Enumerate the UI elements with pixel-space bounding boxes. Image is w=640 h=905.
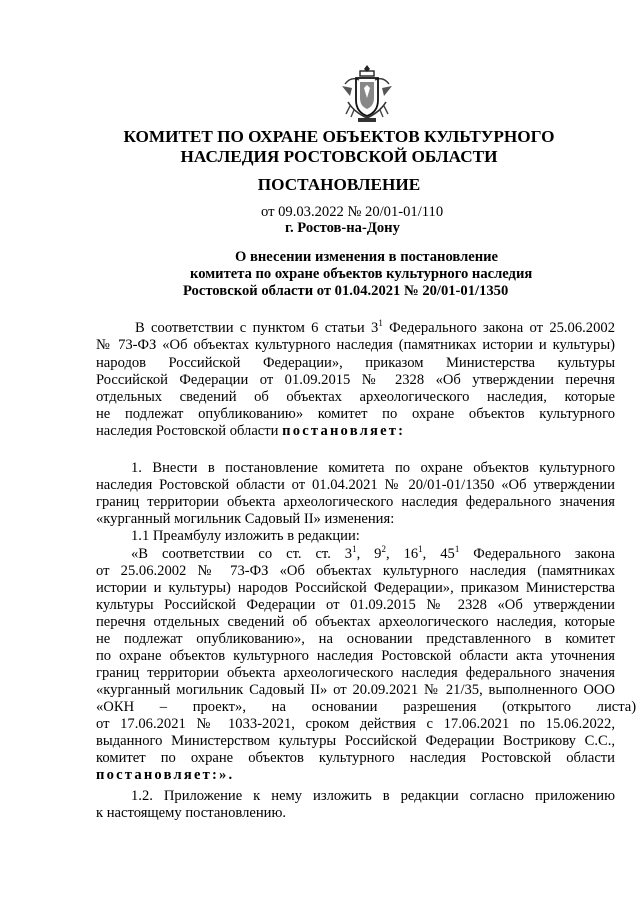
subject-line3: Ростовской области от 01.04.2021 № 20/01-01/1350: [183, 283, 509, 299]
item12-line1: 1.2. Приложение к нему изложить в редакции согласно приложению: [131, 788, 615, 804]
doc-date-number: от 09.03.2022 № 20/01-01/110: [261, 204, 444, 220]
quote-line2: от 25.06.2002 № 73-ФЗ «Об объектах культурного наследия (памятниках: [96, 563, 615, 579]
subject-line2: комитета по охране объектов культурного наследия: [190, 266, 533, 282]
preamble-line7: наследия Ростовской области постановляет:: [96, 423, 406, 439]
quote-line1: «В соответствии со ст. ст. $3^1$, $9^2$, $16^1$, $45^1$ Федерального закона: [131, 544, 616, 562]
preamble-line6: не подлежат опубликованию» комитет по охране объектов культурного: [96, 406, 615, 422]
quote-line6: не подлежат опубликованию», на основании представленного в комитет: [96, 631, 615, 647]
quote-line9: «курганный могильник Садовый II» от 20.09.2021 № 21/35, выполненного ООО: [96, 682, 615, 698]
quote-line8: границ территории объекта археологического наследия федерального значения: [96, 665, 615, 681]
item1-line4: «курганный могильник Садовый II» изменения:: [96, 511, 395, 527]
quote-line5: перечня отдельных сведений об объектах археологического наследия, которые: [96, 614, 615, 630]
doc-type-title: ПОСТАНОВЛЕНИЕ: [257, 175, 421, 194]
quote-line12: выданного Министерством культуры Российской Федерации Вострикову С.С.,: [96, 733, 615, 749]
doc-city: г. Ростов-на-Дону: [285, 220, 400, 236]
quote-line10: «ОКН – проект», на основании разрешения (открытого листа): [96, 699, 637, 715]
org-name-line1: КОМИТЕТ ПО ОХРАНЕ ОБЪЕКТОВ КУЛЬТУРНОГО: [123, 127, 555, 146]
coat-of-arms-emblem-icon: [336, 62, 398, 124]
item1-line3: границ территории объекта археологического наследия федерального значения: [96, 494, 615, 510]
item1-line1: 1. Внести в постановление комитета по охране объектов культурного: [131, 460, 615, 476]
subject-line1: О внесении изменения в постановление: [235, 249, 499, 265]
preamble-line3: народов Российской Федерации», приказом Министерства культуры: [96, 355, 615, 371]
preamble-line5: отдельных сведений об объектах археологического наследия, которые: [96, 389, 615, 405]
quote-line3: истории и культуры) народов Российской Федерации», приказом Министерства: [96, 580, 615, 596]
quote-line7: по охране объектов культурного наследия Ростовской области акта уточнения: [96, 648, 615, 664]
item1-line2: наследия Ростовской области от 01.04.2021 № 20/01-01/1350 «Об утверждении: [96, 477, 615, 493]
quote-line11: от 17.06.2021 № 1033-2021, сроком действия с 17.06.2021 по 15.06.2022,: [96, 716, 615, 732]
quote-line14: постановляет:».: [96, 767, 235, 783]
preamble-line4: Российской Федерации от 01.09.2015 № 2328 «Об утверждении перечня: [96, 372, 615, 388]
preamble-line1: В соответствии с пунктом 6 статьи $3^1$ Федерального закона от 25.06.2002: [135, 318, 615, 336]
item12-line2: к настоящему постановлению.: [96, 805, 287, 821]
org-name-line2: НАСЛЕДИЯ РОСТОВСКОЙ ОБЛАСТИ: [180, 147, 498, 166]
quote-line13: комитет по охране объектов культурного наследия Ростовской области: [96, 750, 615, 766]
quote-line4: культуры Российской Федерации от 01.09.2015 № 2328 «Об утверждении: [96, 597, 615, 613]
item11-line1: 1.1 Преамбулу изложить в редакции:: [131, 528, 360, 544]
preamble-line2: № 73-ФЗ «Об объектах культурного наследия (памятниках истории и культуры): [96, 337, 615, 353]
